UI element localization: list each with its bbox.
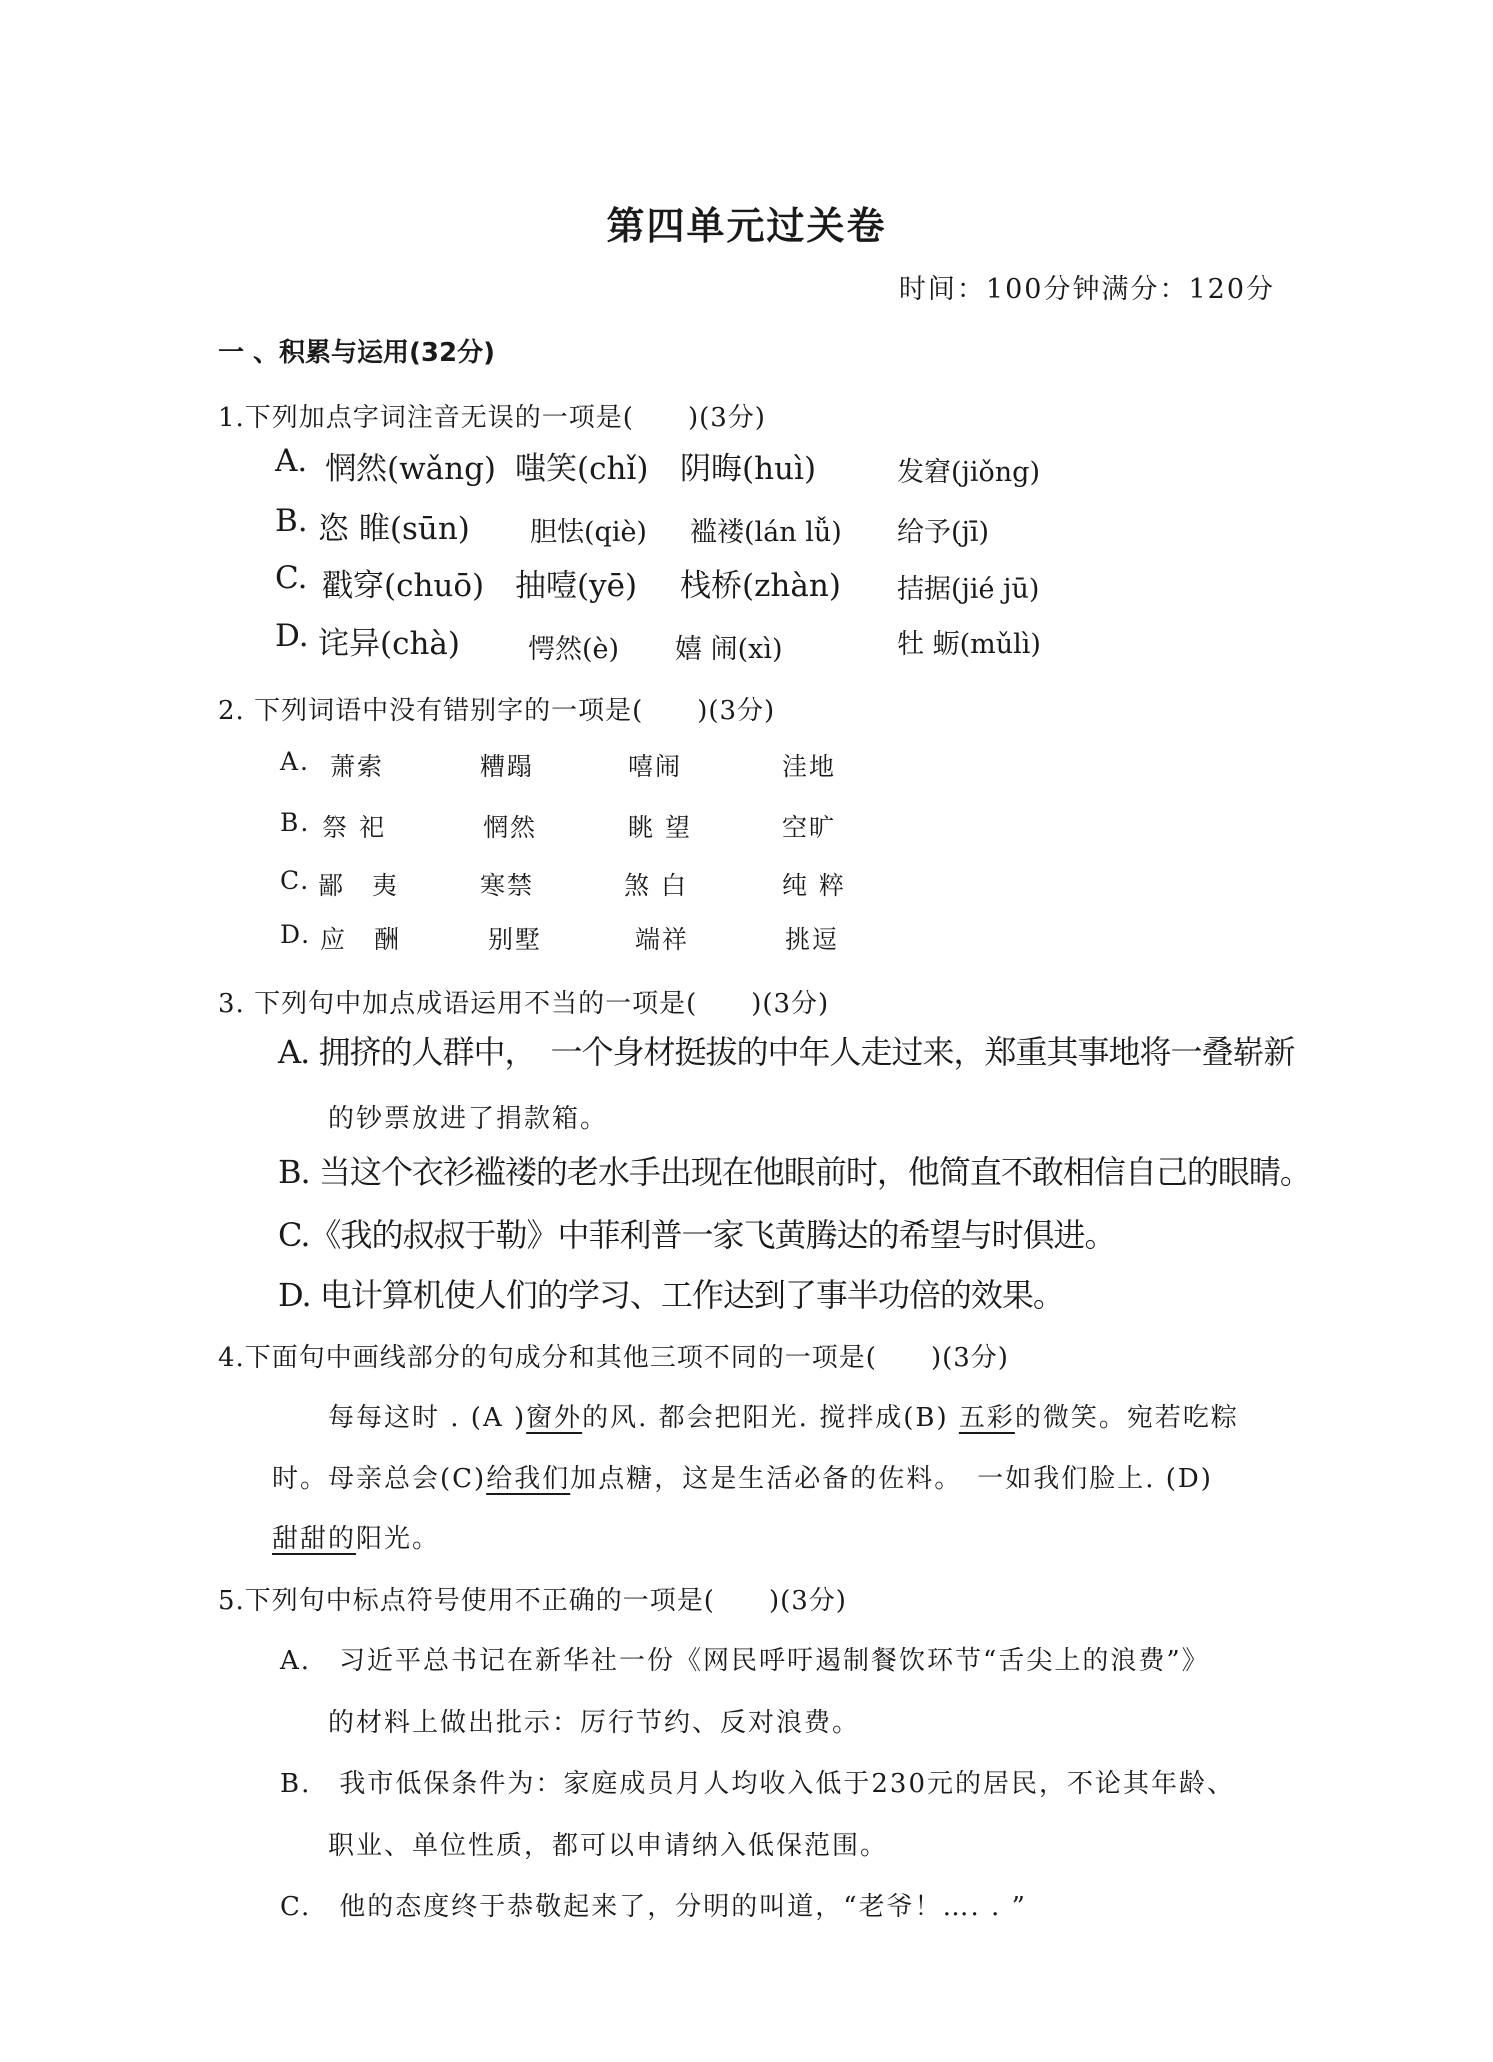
q3-option-a-line1: A. 拥挤的人群中， 一个身材挺拔的中年人走过来，郑重其事地将一叠崭新 xyxy=(278,1033,1295,1071)
q2-d-item3: 端祥 xyxy=(635,925,690,954)
q2-d-item2: 别墅 xyxy=(488,925,543,954)
q2-a-item2: 糟蹋 xyxy=(480,752,535,781)
q4-passage-line2 xyxy=(272,1458,1213,1495)
question-5-stem: 5.下列句中标点符号使用不正确的一项是( )(3分) xyxy=(218,1586,847,1616)
q4-text: 的风. 都会把阳光. 搅拌成(B) xyxy=(582,1403,959,1433)
q2-a-item1: 萧索 xyxy=(330,752,385,781)
q5-option-b-line1: B. 我市低保条件为：家庭成员月人均收入低于230元的居民，不论其年龄、 xyxy=(280,1769,1235,1799)
page-title: 第四单元过关卷 xyxy=(606,203,887,248)
q4-text: 阳光。 xyxy=(356,1524,441,1554)
q2-b-item3: 眺 望 xyxy=(628,813,692,842)
q2-b-item2: 惘然 xyxy=(483,813,538,842)
q1-option-a-label: A. xyxy=(275,443,308,479)
exam-meta: 时间：100分钟满分：120分 xyxy=(898,274,1275,305)
q1-d-item3: 嬉 闹(xì) xyxy=(675,634,783,665)
q1-d-item2: 愕然(è) xyxy=(528,634,620,665)
q4-passage-line3 xyxy=(272,1518,440,1555)
q1-option-d-label: D. xyxy=(275,618,309,654)
q2-option-a-label: A. xyxy=(280,747,311,776)
q4-underline-c: 给我们 xyxy=(486,1464,571,1494)
q1-a-item4: 发窘(jiǒng) xyxy=(897,457,1041,488)
q1-d-item1: 诧异(chà) xyxy=(318,626,460,662)
section-heading: 一 、积累与运用(32分) xyxy=(218,338,495,368)
q2-c-item3: 煞 白 xyxy=(624,871,688,900)
q4-text: 时。母亲总会(C) xyxy=(272,1464,487,1494)
q5-option-c: C. 他的态度终于恭敬起来了，分明的叫道，“老爷！…. . ” xyxy=(280,1892,1027,1922)
q4-underline-b: 五彩 xyxy=(958,1403,1015,1433)
q3-option-b: B. 当这个衣衫褴褛的老水手出现在他眼前时，他简直不敢相信自己的眼睛。 xyxy=(278,1153,1311,1191)
q2-option-d-label: D. xyxy=(280,920,312,949)
q5-option-a-line2: 的材料上做出批示：厉行节约、反对浪费。 xyxy=(328,1708,861,1738)
q1-b-item3: 褴褛(lán lǚ) xyxy=(690,517,842,548)
q1-a-item1: 惘然(wǎng) xyxy=(325,451,497,487)
q4-text: 每每这时 . (A ) xyxy=(328,1403,527,1433)
q4-underline-a: 窗外 xyxy=(526,1403,583,1433)
q1-b-item4: 给予(jī) xyxy=(897,517,990,548)
q1-d-item4: 牡 蛎(mǔlì) xyxy=(897,629,1041,660)
q5-option-a-line1: A. 习近平总书记在新华社一份《网民呼吁遏制餐饮环节“舌尖上的浪费”》 xyxy=(280,1646,1210,1676)
q4-underline-d: 甜甜的 xyxy=(272,1524,357,1554)
q1-c-item4: 拮据(jié jū) xyxy=(897,574,1040,605)
question-2-stem: 2. 下列词语中没有错别字的一项是( )(3分) xyxy=(218,696,776,726)
q2-d-item4: 挑逗 xyxy=(785,925,840,954)
q2-option-c-label: C. xyxy=(280,866,311,895)
q2-a-item3: 嘻闹 xyxy=(628,752,683,781)
q2-b-item4: 空旷 xyxy=(782,813,837,842)
q3-option-d: D. 电计算机使人们的学习、工作达到了事半功倍的效果。 xyxy=(278,1276,1064,1314)
q2-c-item2: 寒禁 xyxy=(480,871,535,900)
q2-c-item1: 鄙 夷 xyxy=(318,871,400,900)
q1-a-item2: 嗤笑(chǐ) xyxy=(515,451,649,487)
question-1-stem: 1.下列加点字词注音无误的一项是( )(3分) xyxy=(218,403,766,433)
q1-c-item1: 戳穿(chuō) xyxy=(322,568,485,604)
q1-c-item2: 抽噎(yē) xyxy=(515,568,638,604)
q1-a-item3: 阴晦(huì) xyxy=(680,451,817,487)
q1-option-c-label: C. xyxy=(275,560,308,596)
q1-b-item2: 胆怯(qiè) xyxy=(530,517,647,548)
q2-option-b-label: B. xyxy=(280,808,311,837)
q3-option-a-line2: 的钞票放进了捐款箱。 xyxy=(328,1104,609,1134)
q4-text: 加点糖，这是生活必备的佐料。 一如我们脸上. (D) xyxy=(570,1464,1213,1494)
q1-b-item1: 恣 睢(sūn) xyxy=(318,511,470,547)
q4-text: 的微笑。宛若吃粽 xyxy=(1014,1403,1239,1433)
q2-a-item4: 洼地 xyxy=(782,752,837,781)
q5-option-b-line2: 职业、单位性质，都可以申请纳入低保范围。 xyxy=(328,1831,889,1861)
question-4-stem: 4.下面句中画线部分的句成分和其他三项不同的一项是( )(3分) xyxy=(218,1343,1009,1373)
q3-option-c: C.《我的叔叔于勒》中菲利普一家飞黄腾达的希望与时俱进。 xyxy=(278,1216,1116,1254)
q1-option-b-label: B. xyxy=(275,503,308,539)
question-3-stem: 3. 下列句中加点成语运用不当的一项是( )(3分) xyxy=(218,989,830,1019)
q2-b-item1: 祭 祀 xyxy=(322,813,386,842)
q2-c-item4: 纯 粹 xyxy=(782,871,846,900)
q4-passage-line1 xyxy=(328,1397,1239,1434)
q1-c-item3: 栈桥(zhàn) xyxy=(680,568,841,604)
q2-d-item1: 应 酬 xyxy=(320,925,402,954)
